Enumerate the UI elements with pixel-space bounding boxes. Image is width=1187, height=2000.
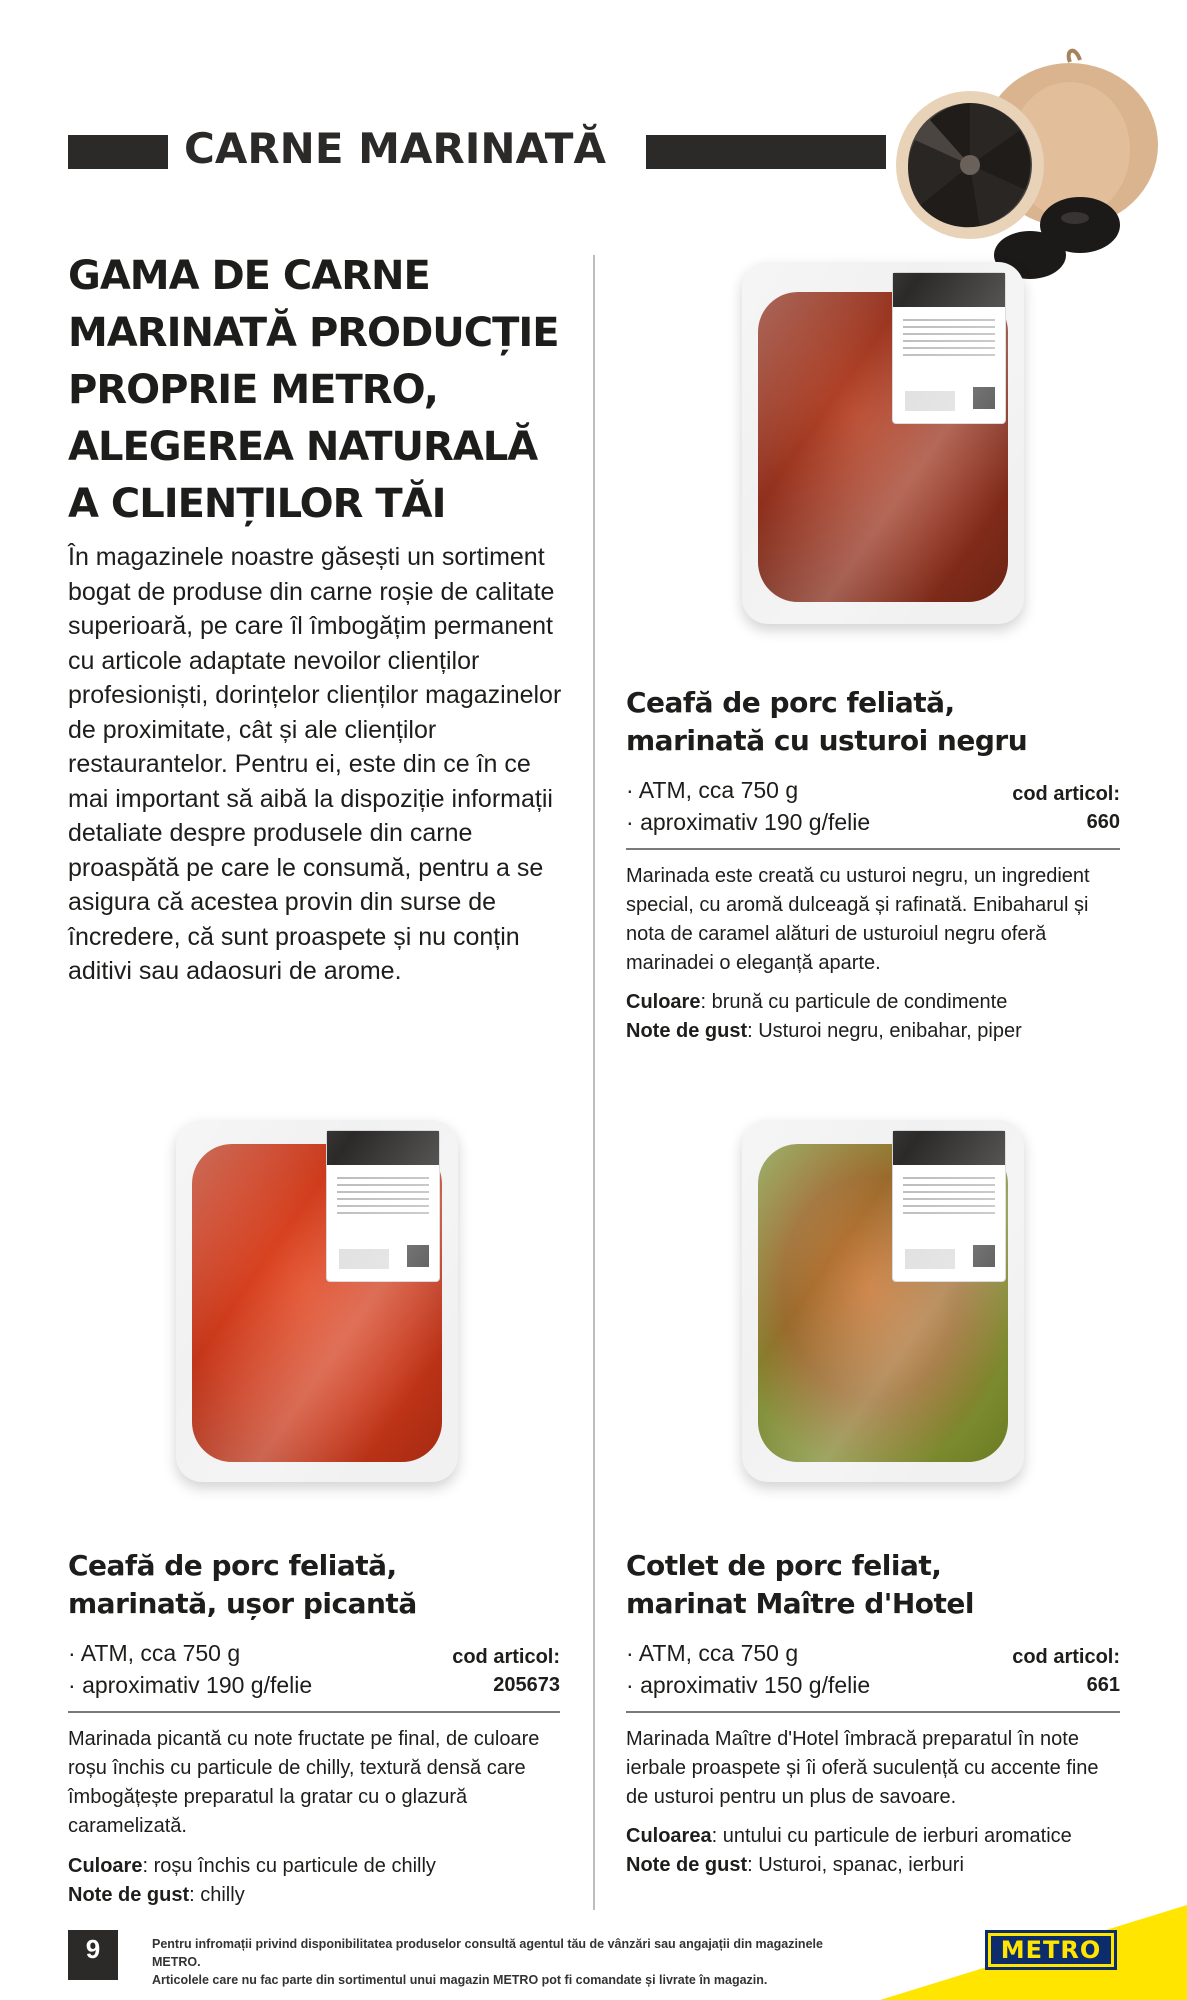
intro-heading (68, 248, 588, 533)
product-meta (68, 1852, 568, 1910)
product-code-block (960, 1643, 1120, 1699)
product-code-label: cod articol: (1012, 1646, 1120, 1668)
product-title (68, 1547, 588, 1623)
product-spec: · aproximativ 190 g/felie (626, 806, 986, 838)
product-meta (626, 988, 1146, 1046)
page-number: 9 (85, 1934, 101, 1964)
meta-value: : roșu închis cu particule de chilly (142, 1855, 436, 1877)
product-meta-color (626, 988, 1146, 1017)
product-title-line: marinată cu usturoi negru (626, 724, 1028, 757)
intro-heading-line: MARINATĂ PRODUCȚIE (68, 310, 559, 356)
product-code: 660 (1086, 811, 1120, 833)
meta-value: : untului cu particule de ierburi aromatice (711, 1825, 1072, 1847)
meta-value: : Usturoi, spanac, ierburi (747, 1854, 964, 1876)
product-photo-black-garlic (742, 262, 1024, 624)
meta-label: Note de gust (68, 1884, 190, 1906)
product-rule (626, 848, 1120, 850)
product-description: Marinada Maître d'Hotel îmbracă preparatul în note ierbale proaspete și îi oferă suculență cu accente fine de usturoi pentru un plus de savoare. (626, 1728, 1099, 1808)
product-title-line: Ceafă de porc feliată, (626, 686, 955, 719)
product-spec: · ATM, cca 750 g (626, 1637, 986, 1669)
footer-note (152, 1935, 852, 1989)
product-photo-maitre-d-hotel (742, 1120, 1024, 1482)
product-code-label: cod articol: (452, 1646, 560, 1668)
intro-heading-line: A CLIENȚILOR TĂI (68, 481, 446, 527)
product-specs (626, 774, 986, 838)
header-bar-right (646, 135, 886, 169)
product-spec: · aproximativ 190 g/felie (68, 1669, 428, 1701)
product-title (626, 1547, 1146, 1623)
product-title (626, 684, 1146, 760)
product-meta-taste (626, 1017, 1146, 1046)
product-code: 205673 (493, 1674, 560, 1696)
meta-value: : chilly (189, 1884, 245, 1906)
product-rule (626, 1711, 1120, 1713)
product-title-line: Cotlet de porc feliat, (626, 1549, 942, 1582)
intro-heading-line: ALEGEREA NATURALĂ (68, 424, 538, 470)
footer-note-line: Pentru infromații privind disponibilitatea produselor consultă agentul tău de vânzări sau angajații din magazinele METRO. (152, 1937, 823, 1969)
meta-value: : Usturoi negru, enibahar, piper (747, 1020, 1022, 1042)
product-title-line: marinat Maître d'Hotel (626, 1587, 974, 1620)
meta-label: Culoarea (626, 1825, 712, 1847)
product-spec: · aproximativ 150 g/felie (626, 1669, 986, 1701)
meta-value: : brună cu particule de condimente (700, 991, 1008, 1013)
meta-label: Note de gust (626, 1854, 748, 1876)
section-title: CARNE MARINATĂ (184, 124, 606, 173)
meta-label: Note de gust (626, 1020, 748, 1042)
intro-heading-line: PROPRIE METRO, (68, 367, 438, 413)
product-code-block (400, 1643, 560, 1699)
product-meta-color (626, 1822, 1166, 1851)
footer-note-line: Articolele care nu fac parte din sortimentul unui magazin METRO pot fi comandate și livrate în magazin. (152, 1973, 768, 1987)
product-rule (68, 1711, 560, 1713)
black-garlic-illustration (870, 40, 1170, 280)
product-title-line: Ceafă de porc feliată, (68, 1549, 397, 1582)
product-photo-spicy (176, 1120, 458, 1482)
product-meta (626, 1822, 1166, 1880)
product-description: Marinada picantă cu note fructate pe final, de culoare roșu închis cu particule de chilly, textură densă care îmbogățește preparatul la gratar cu o glazură caramelizată. (68, 1728, 540, 1837)
product-spec: · ATM, cca 750 g (626, 774, 986, 806)
product-meta-taste (626, 1851, 1166, 1880)
column-divider (593, 255, 595, 1910)
metro-logo (985, 1930, 1117, 1970)
product-specs (626, 1637, 986, 1701)
product-spec: · ATM, cca 750 g (68, 1637, 428, 1669)
product-code-block (960, 780, 1120, 836)
header-bar-left (68, 135, 168, 169)
product-description: Marinada este creată cu usturoi negru, un ingredient special, cu aromă dulceagă și rafinată. Enibaharul și nota de caramel alături de usturoiul negru oferă marinadei o eleganță aparte. (626, 865, 1090, 974)
product-meta-taste (68, 1881, 568, 1910)
product-code: 661 (1086, 1674, 1120, 1696)
intro-body: În magazinele noastre găsești un sortiment bogat de produse din carne roșie de calitate superioară, pe care îl îmbogățim permanent cu articole adaptate nevoilor clienților profesioniști, dorințelor clienților magazinelor de proximitate, cât și ale clienților restaurantelor. Pentru ei, este din ce în ce mai important să aibă la dispoziție informații detaliate despre produsele din carne proaspătă pe care le consumă, pentru a se asigura că acestea provin din surse de încredere, că sunt proaspete și nu conțin aditivi sau adaosuri de arome. (68, 543, 562, 985)
product-title-line: marinată, ușor picantă (68, 1587, 417, 1620)
meta-label: Culoare (626, 991, 701, 1013)
metro-logo-text: METRO (991, 1936, 1111, 1964)
product-code-label: cod articol: (1012, 783, 1120, 805)
intro-heading-line: GAMA DE CARNE (68, 253, 430, 299)
product-specs (68, 1637, 428, 1701)
meta-label: Culoare (68, 1855, 143, 1877)
product-meta-color (68, 1852, 568, 1881)
